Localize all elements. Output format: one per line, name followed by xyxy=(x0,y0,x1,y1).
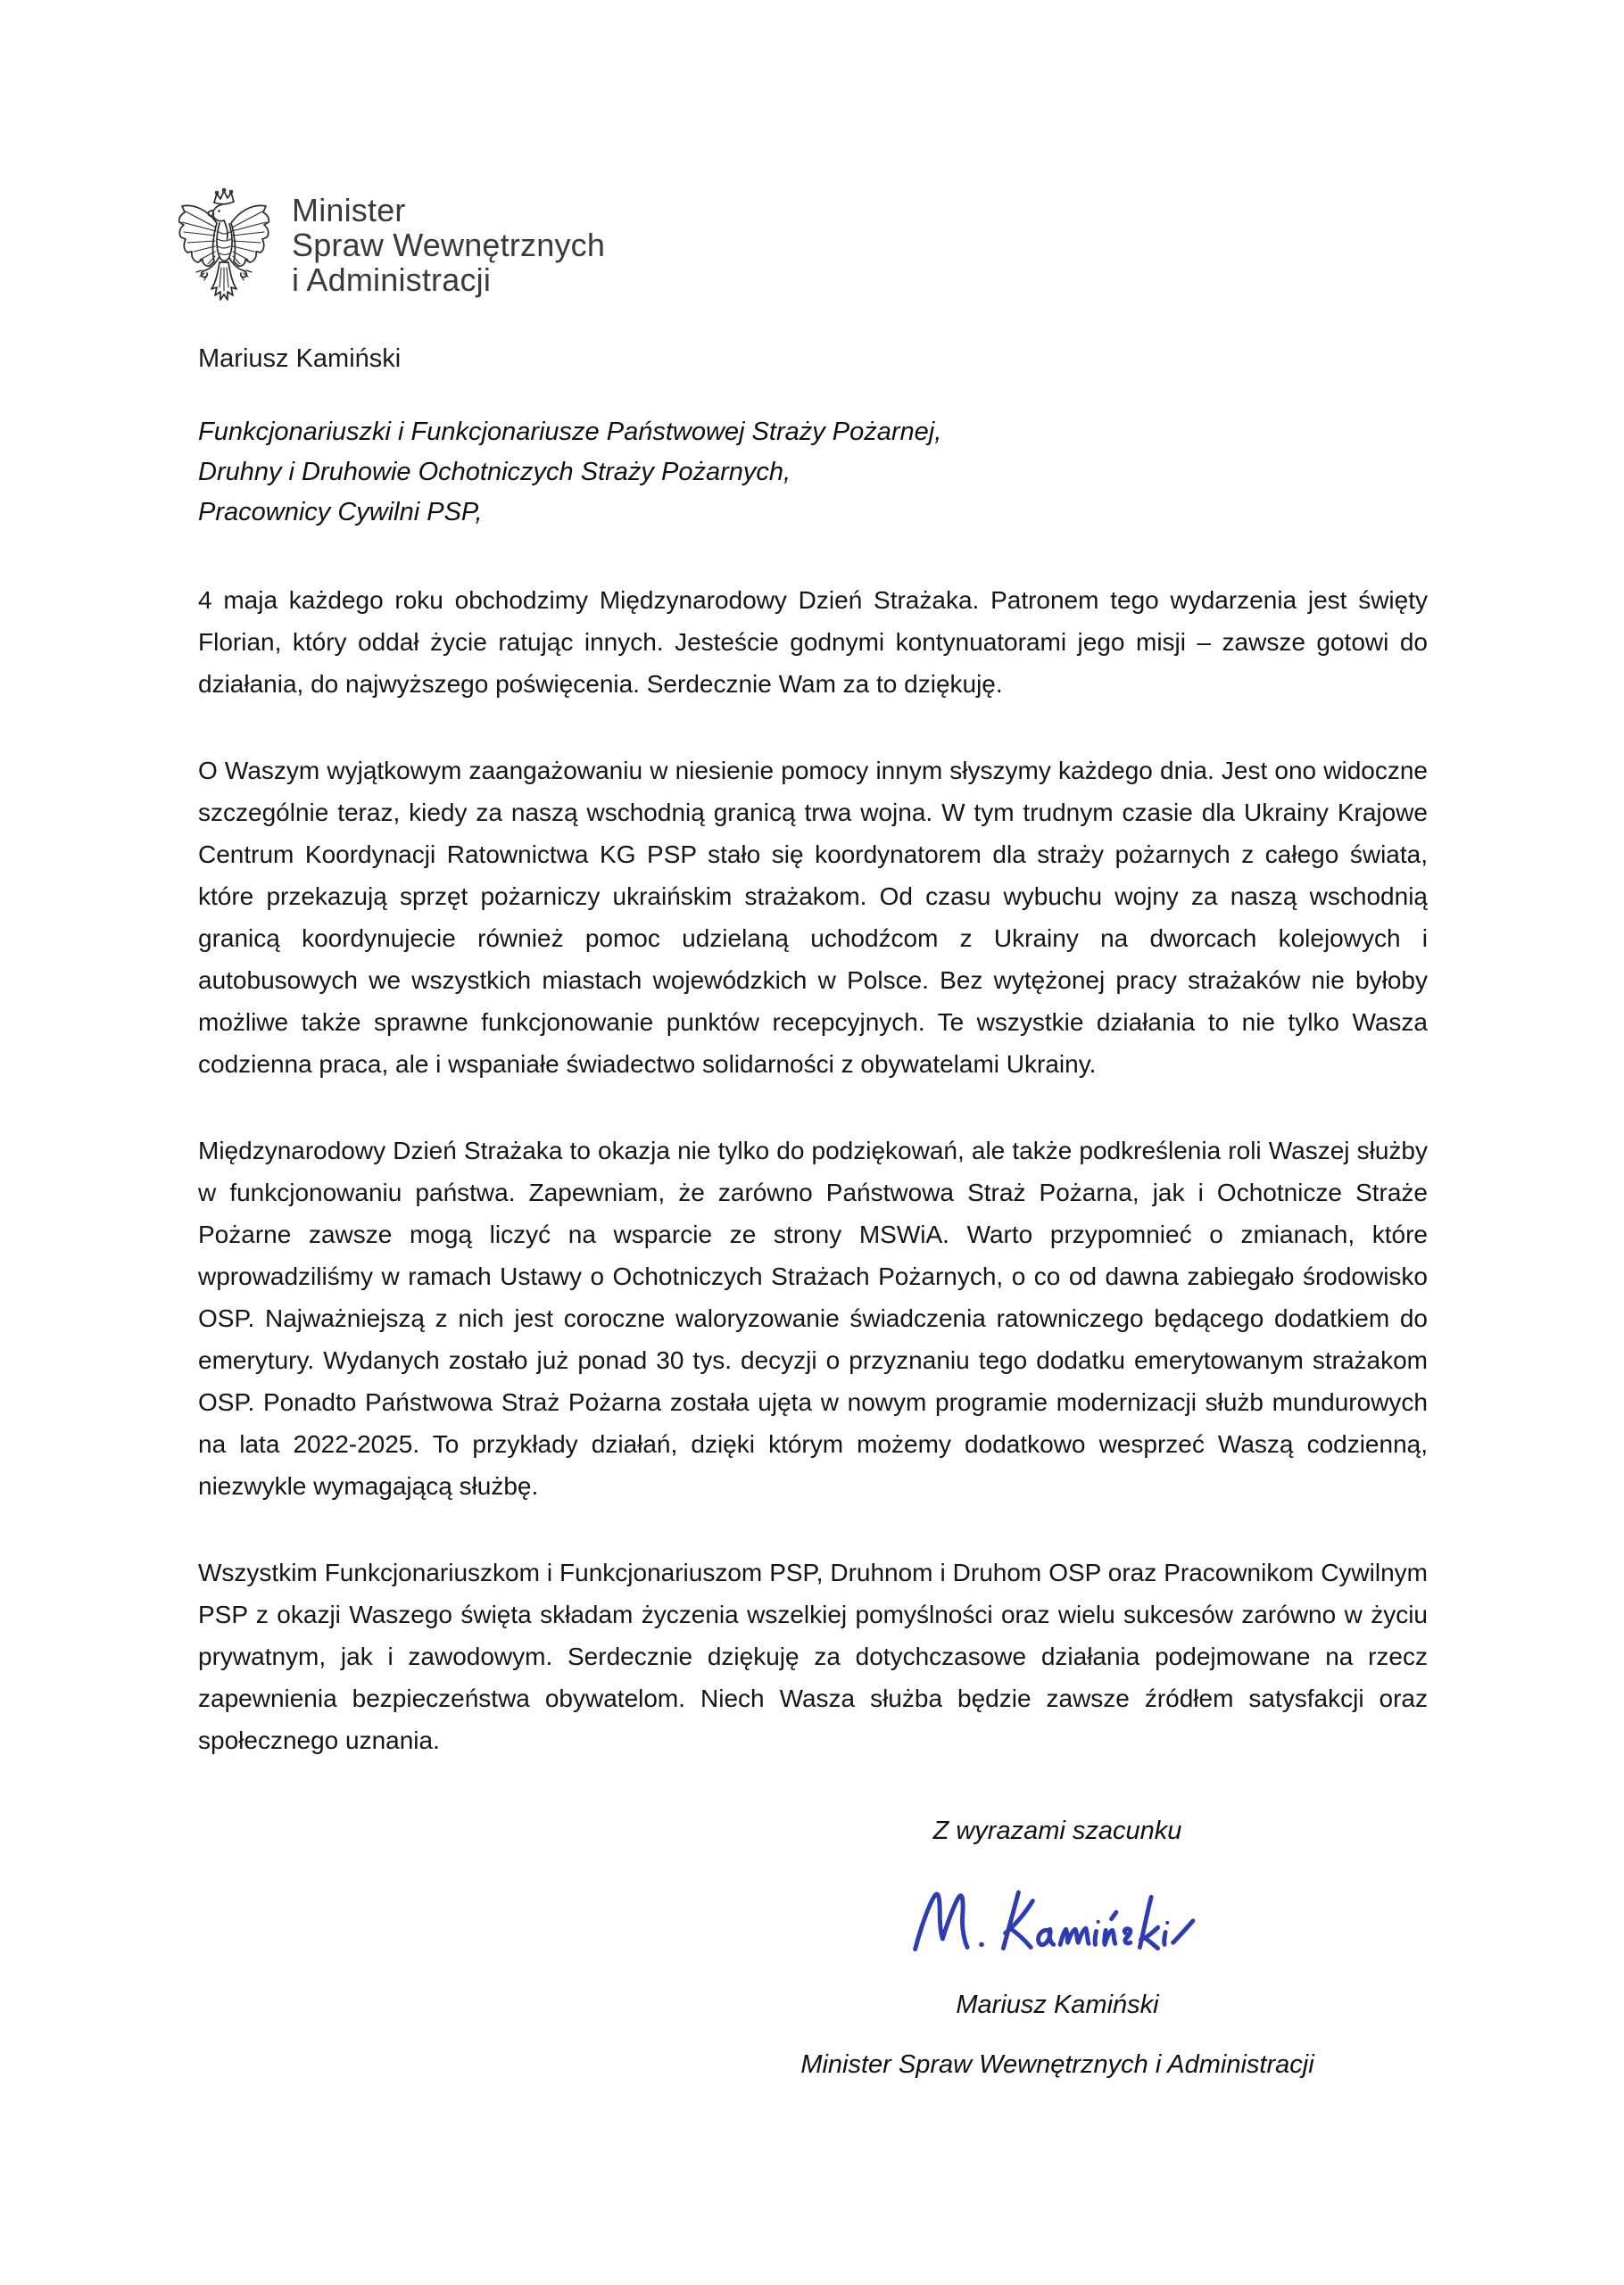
salutation xyxy=(198,412,1428,533)
handwritten-signature xyxy=(906,1879,1209,1968)
ministry-name xyxy=(292,193,605,297)
paragraph-4: Wszystkim Funkcjonariuszkom i Funkcjonariuszom PSP, Druhnom i Druhom OSP oraz Pracownikom Cywilnym PSP z okazji Waszego święta składam życzenia wszelkiej pomyślności oraz wielu sukcesów zarówno w życiu prywatnym, jak i zawodowym. Serdecznie dziękuję za dotychczasowe działania podejmowane na rzecz zapewnienia bezpieczeństwa obywatelom. Niech Wasza służba będzie zawsze źródłem satysfakcji oraz społecznego uznania. xyxy=(198,1559,1428,1754)
signer-title: Minister Spraw Wewnętrznych i Administracji xyxy=(800,2050,1314,2079)
closing-block xyxy=(745,1817,1370,2080)
letter-body xyxy=(198,412,1428,1806)
signature-area xyxy=(745,1871,1370,1976)
signature-strokes xyxy=(916,1892,1193,1950)
paragraph-1: 4 maja każdego roku obchodzimy Międzynarodowy Dzień Strażaka. Patronem tego wydarzenia jest święty Florian, który oddał życie ratując innych. Jesteście godnymi kontynuatorami jego misji – zawsze gotowi do działania, do najwyższego poświęcenia. Serdecznie Wam za to dziękuję. xyxy=(198,586,1428,698)
salutation-line-3: Pracownicy Cywilni PSP, xyxy=(198,498,483,526)
salutation-line-1: Funkcjonariuszki i Funkcjonariusze Państwowej Straży Pożarnej, xyxy=(198,418,942,446)
paragraph-2: O Waszym wyjątkowym zaangażowaniu w niesienie pomocy innym słyszymy każdego dnia. Jest ono widoczne szczególnie teraz, kiedy za naszą wschodnią granicą trwa wojna. W tym trudnym czasie dla Ukrainy Krajowe Centrum Koordynacji Ratownictwa KG PSP stało się koordynatorem dla straży pożarnych z całego świata, które przekazują sprzęt pożarniczy ukraińskim strażakom. Od czasu wybuchu wojny za naszą wschodnią granicą koordynujecie również pomoc udzielaną uchodźcom z Ukrainy na dworcach kolejowych i autobusowych we wszystkich miastach wojewódzkich w Polsce. Bez wytężonej pracy strażaków nie byłoby możliwe także sprawne funkcjonowanie punktów recepcyjnych. Te wszystkie działania to nie tylko Wasza codzienna praca, ale i wspaniałe świadectwo solidarności z obywatelami Ukrainy. xyxy=(198,757,1428,1078)
ministry-line-3: i Administracji xyxy=(292,261,492,298)
letterhead xyxy=(174,187,605,305)
signer-name: Mariusz Kamiński xyxy=(956,1991,1159,2019)
ministry-line-1: Minister xyxy=(292,192,406,228)
sender-name: Mariusz Kamiński xyxy=(198,344,402,373)
salutation-line-2: Druhny i Druhowie Ochotniczych Straży Pożarnych, xyxy=(198,458,791,486)
ministry-line-2: Spraw Wewnętrznych xyxy=(292,227,606,263)
paragraph-3: Międzynarodowy Dzień Strażaka to okazja nie tylko do podziękowań, ale także podkreślenia roli Waszej służby w funkcjonowaniu państwa. Zapewniam, że zarówno Państwowa Straż Pożarna, jak i Ochotnicze Straże Pożarne zawsze mogą liczyć na wsparcie ze strony MSWiA. Warto przypomnieć o zmianach, które wprowadziliśmy w ramach Ustawy o Ochotniczych Strażach Pożarnych, o co od dawna zabiegało środowisko OSP. Najważniejszą z nich jest coroczne waloryzowanie świadczenia ratowniczego będącego dodatkiem do emerytury. Wydanych zostało już ponad 30 tys. decyzji o przyznaniu tego dodatku emerytowanym strażakom OSP. Ponadto Państwowa Straż Pożarna została ujęta w nowym programie modernizacji służb mundurowych na lata 2022-2025. To przykłady działań, dzięki którym możemy dodatkowo wesprzeć Waszą codzienną, niezwykle wymagającą służbę. xyxy=(198,1137,1428,1500)
closing-phrase: Z wyrazami szacunku xyxy=(932,1817,1182,1845)
polish-eagle-emblem-icon xyxy=(174,187,274,305)
